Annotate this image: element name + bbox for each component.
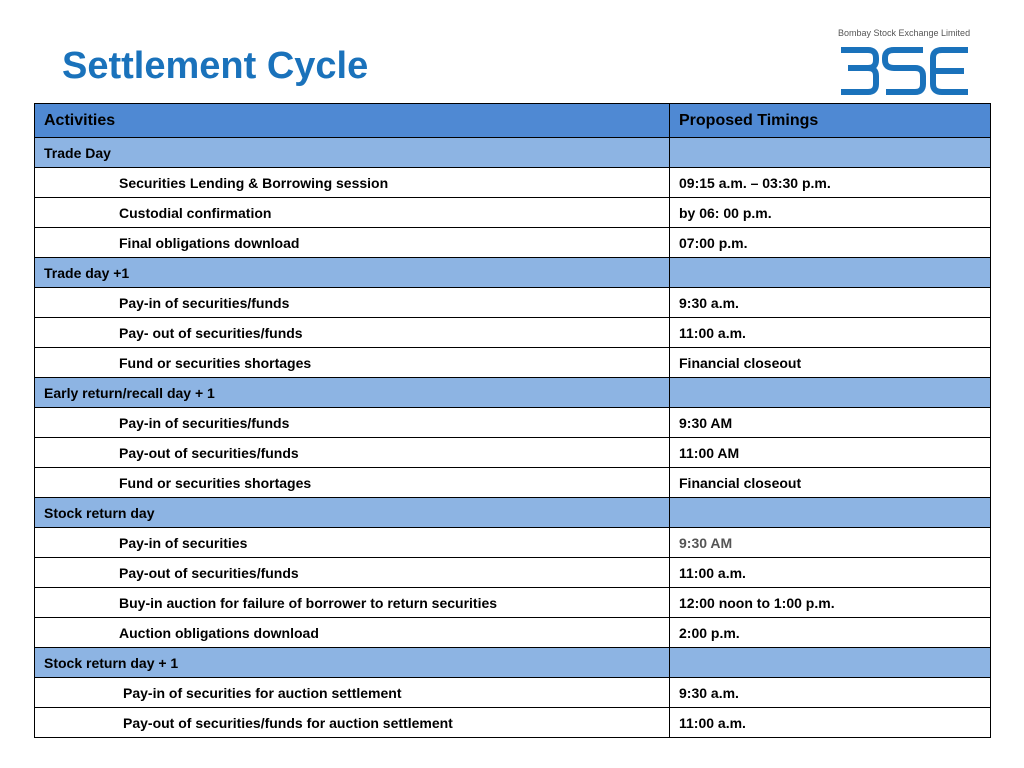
timing-cell [670,258,991,288]
activity-cell: Trade Day [35,138,670,168]
activity-cell: Fund or securities shortages [35,468,670,498]
section-row [35,378,991,408]
table-row [35,318,991,348]
table-row [35,678,991,708]
page-title: Settlement Cycle [62,45,369,87]
activity-cell: Custodial confirmation [35,198,670,228]
section-row [35,138,991,168]
timing-cell: 11:00 AM [670,438,991,468]
section-row [35,498,991,528]
timing-cell: by 06: 00 p.m. [670,198,991,228]
table-row [35,618,991,648]
timing-cell: 07:00 p.m. [670,228,991,258]
activity-cell: Pay- out of securities/funds [35,318,670,348]
timing-cell [670,378,991,408]
activity-cell: Stock return day [35,498,670,528]
table-row [35,708,991,738]
column-header-timings: Proposed Timings [670,104,991,138]
timing-cell: Financial closeout [670,468,991,498]
activity-cell: Pay-in of securities for auction settlement [35,678,670,708]
logo-caption: Bombay Stock Exchange Limited [838,28,971,38]
table-row [35,408,991,438]
activity-cell: Securities Lending & Borrowing session [35,168,670,198]
timing-cell: 9:30 a.m. [670,288,991,318]
activity-cell: Pay-in of securities/funds [35,408,670,438]
activity-cell: Fund or securities shortages [35,348,670,378]
activity-cell: Pay-out of securities/funds for auction settlement [35,708,670,738]
activity-cell: Auction obligations download [35,618,670,648]
activity-cell: Pay-out of securities/funds [35,438,670,468]
timing-cell: 12:00 noon to 1:00 p.m. [670,588,991,618]
table-row [35,468,991,498]
timing-cell: 9:30 AM [670,408,991,438]
timing-cell [670,498,991,528]
timing-cell: 11:00 a.m. [670,318,991,348]
settlement-table [34,103,991,738]
section-row [35,258,991,288]
activity-cell: Pay-out of securities/funds [35,558,670,588]
table-row [35,528,991,558]
timing-cell: 9:30 AM [670,528,991,558]
table-row [35,348,991,378]
timing-cell: 11:00 a.m. [670,708,991,738]
table-row [35,288,991,318]
table-row [35,168,991,198]
table-row [35,198,991,228]
timing-cell [670,138,991,168]
timing-cell: 09:15 a.m. – 03:30 p.m. [670,168,991,198]
timing-cell: 11:00 a.m. [670,558,991,588]
activity-cell: Pay-in of securities [35,528,670,558]
timing-cell: Financial closeout [670,348,991,378]
table-row [35,558,991,588]
activity-cell: Trade day +1 [35,258,670,288]
activity-cell: Pay-in of securities/funds [35,288,670,318]
section-row [35,648,991,678]
timing-cell [670,648,991,678]
activity-cell: Buy-in auction for failure of borrower to return securities [35,588,670,618]
table-row [35,588,991,618]
timing-cell: 2:00 p.m. [670,618,991,648]
activity-cell: Final obligations download [35,228,670,258]
timing-cell: 9:30 a.m. [670,678,991,708]
activity-cell: Early return/recall day + 1 [35,378,670,408]
column-header-activities: Activities [35,104,670,138]
table-header-row [35,104,991,138]
bse-logo-mark [838,46,970,96]
bse-logo [838,28,974,100]
activity-cell: Stock return day + 1 [35,648,670,678]
table-row [35,438,991,468]
table-row [35,228,991,258]
